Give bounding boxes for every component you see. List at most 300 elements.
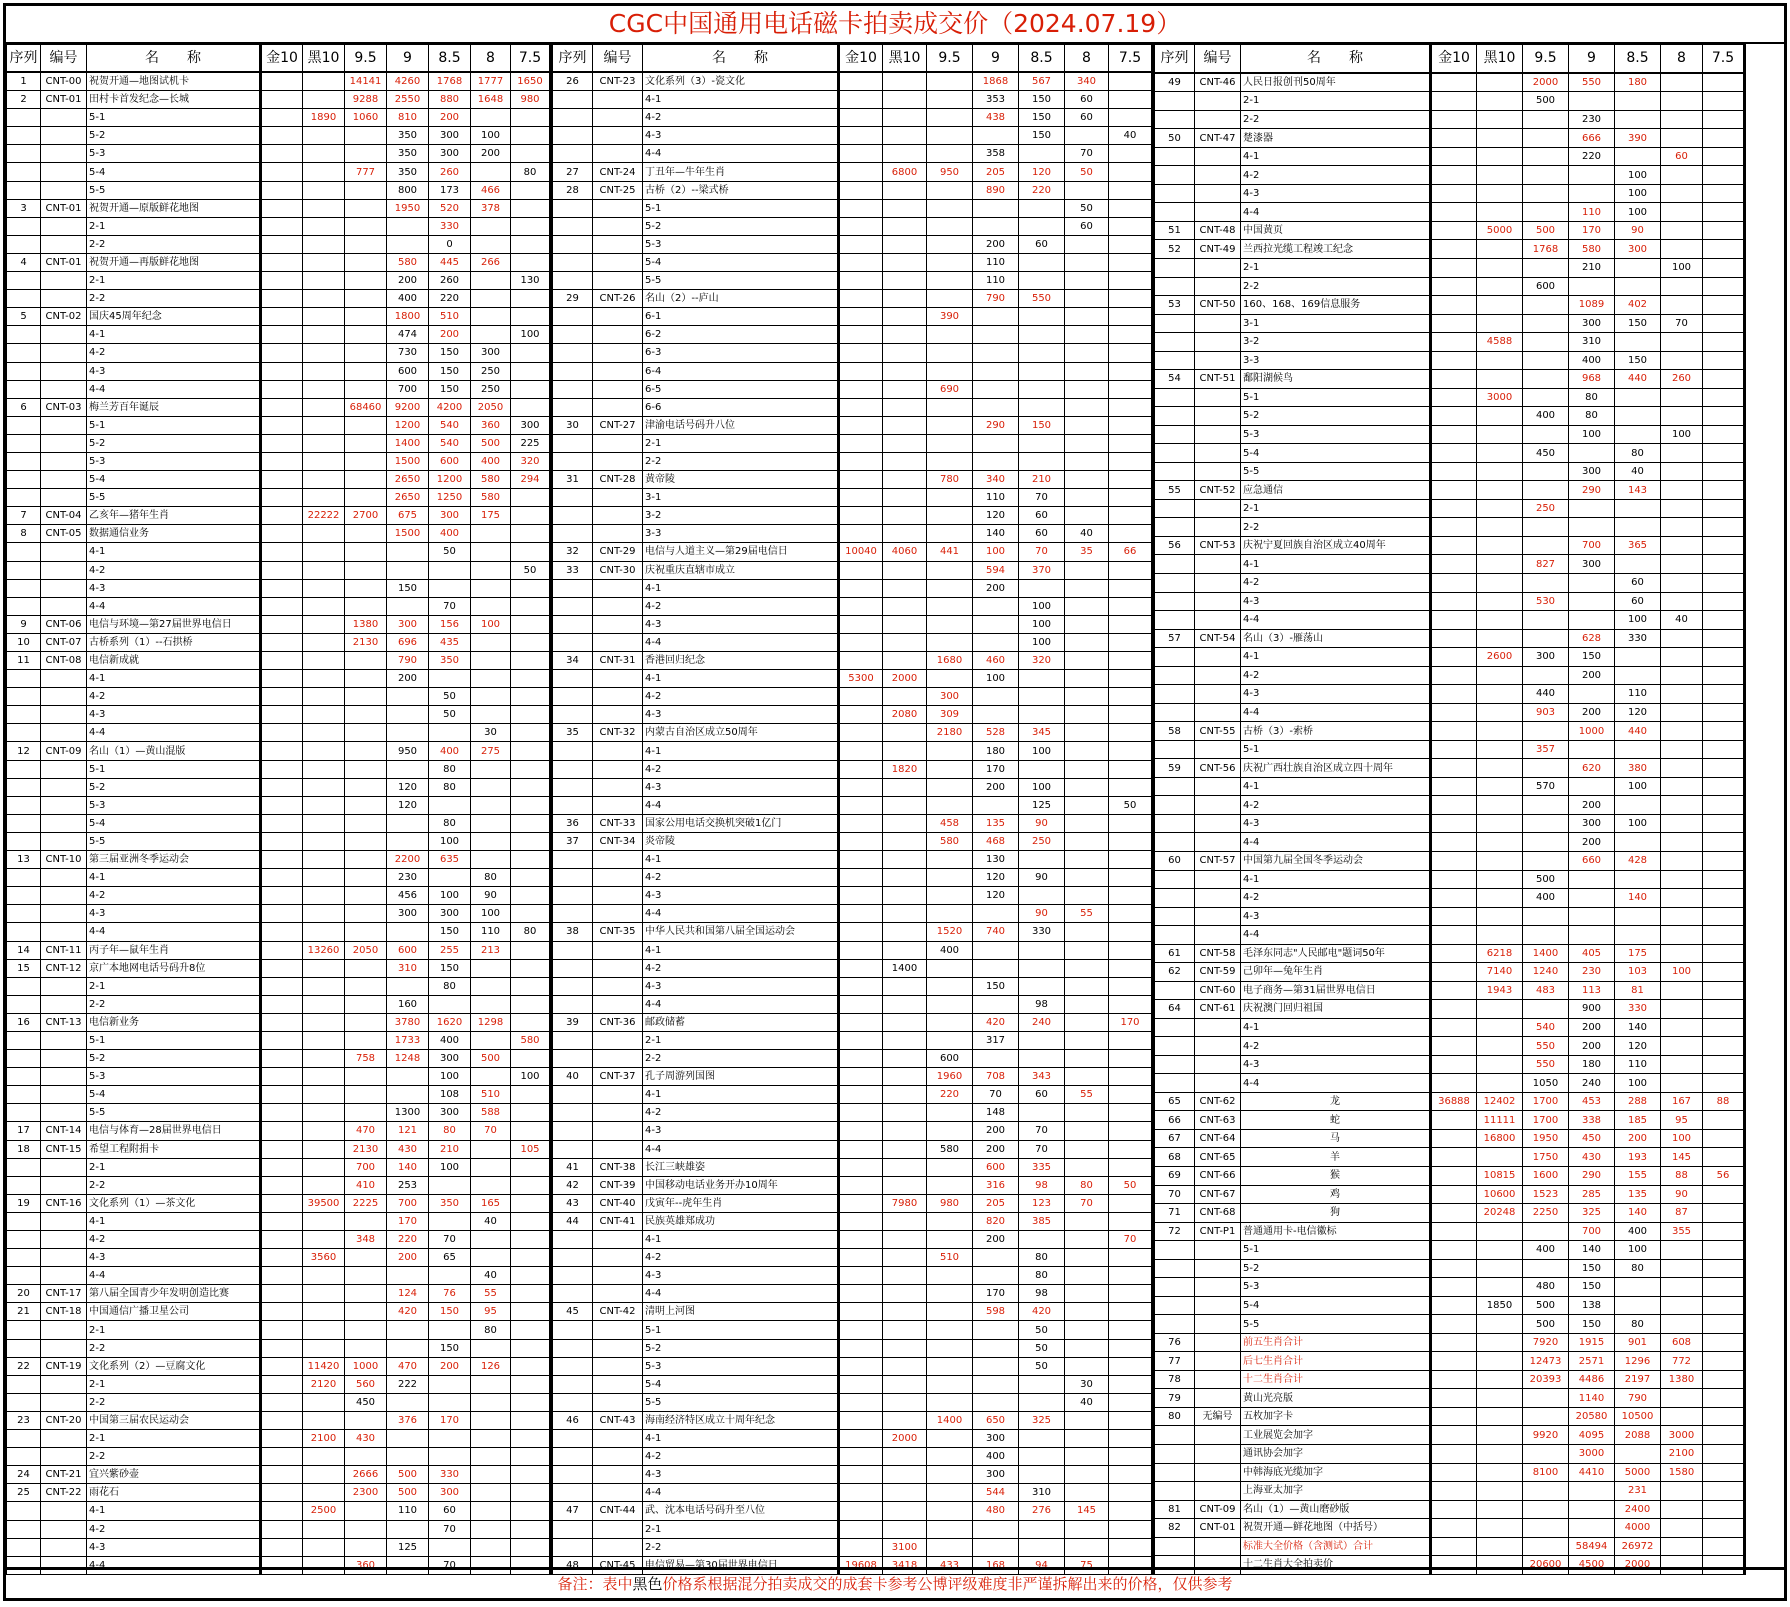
black10-price (303, 1321, 345, 1339)
grade-7-5-price (1703, 1278, 1745, 1297)
grade-8-price (471, 1031, 511, 1049)
grade-9-5-price: 780 (927, 471, 973, 489)
grade-9-price: 376 (387, 1411, 429, 1429)
code-cell: CNT-02 (41, 308, 87, 326)
seq-cell (553, 1285, 593, 1303)
grade-8-5-price: 150 (1615, 314, 1661, 333)
seq-cell: 68 (1155, 1148, 1195, 1167)
grade-7-5-price (511, 1086, 551, 1104)
card-name-cell: 4-2 (87, 887, 261, 905)
seq-cell (553, 941, 593, 959)
table-row (553, 308, 1153, 326)
seq-cell: 14 (7, 941, 41, 959)
seq-cell (1155, 499, 1195, 518)
card-name-cell: 鄱阳湖候鸟 (1241, 370, 1431, 389)
card-name-cell: 4-4 (1241, 926, 1431, 945)
grade-9-price: 200 (1569, 833, 1615, 852)
gold10-price (839, 1267, 883, 1285)
seq-cell: 71 (1155, 1204, 1195, 1223)
code-cell: 无编号 (1195, 1407, 1241, 1426)
grade-9-5-price: 1380 (345, 615, 387, 633)
grade-7-5-price (1703, 1389, 1745, 1408)
card-name-cell: 5-2 (87, 127, 261, 145)
grade-9-5-price (345, 1013, 387, 1031)
grade-7-5-price (511, 670, 551, 688)
table-row (553, 145, 1153, 163)
grade-9-5-price (345, 181, 387, 199)
black10-price (883, 1303, 927, 1321)
grade-7-5-price (1109, 670, 1153, 688)
black10-price: 4588 (1477, 333, 1523, 352)
seq-cell (1155, 1074, 1195, 1093)
grade-8-price: 588 (471, 1104, 511, 1122)
black10-price (883, 217, 927, 235)
grade-8-price (1065, 1104, 1109, 1122)
grade-7-5-price (1109, 760, 1153, 778)
black10-price (883, 525, 927, 543)
gold10-price (1431, 759, 1477, 778)
seq-cell (553, 1520, 593, 1538)
grade-9-price: 1950 (387, 199, 429, 217)
gold10-price (1431, 685, 1477, 704)
grade-8-5-price: 200 (1615, 1129, 1661, 1148)
gold10-price (1431, 499, 1477, 518)
code-cell (41, 977, 87, 995)
grade-8-5-price: 210 (429, 1140, 471, 1158)
grade-7-5-price: 66 (1109, 543, 1153, 561)
card-name-cell: 中国移动电话业务开办10周年 (643, 1176, 839, 1194)
grade-8-5-price (1019, 308, 1065, 326)
grade-8-price (1661, 592, 1703, 611)
code-cell (593, 869, 643, 887)
code-cell (1195, 462, 1241, 481)
seq-cell (7, 1050, 41, 1068)
grade-7-5-price (1703, 1074, 1745, 1093)
table-row (7, 1502, 551, 1520)
gold10-price (261, 760, 303, 778)
card-name-cell: 古桥（3）-索桥 (1241, 722, 1431, 741)
grade-8-price (1065, 995, 1109, 1013)
grade-8-5-price: 220 (429, 290, 471, 308)
gold10-price (261, 72, 303, 91)
gold10-price (261, 1231, 303, 1249)
grade-8-price (1065, 452, 1109, 470)
code-cell (593, 489, 643, 507)
seq-cell: 42 (553, 1176, 593, 1194)
black10-price (1477, 166, 1523, 185)
grade-7-5-price (511, 1013, 551, 1031)
grade-9-price: 353 (973, 91, 1019, 109)
header-black10: 黑10 (303, 45, 345, 73)
grade-7-5-price (1109, 1050, 1153, 1068)
grade-9-price: 113 (1569, 981, 1615, 1000)
gold10-price (839, 253, 883, 271)
table-row (7, 1249, 551, 1267)
grade-9-price: 253 (387, 1176, 429, 1194)
grade-7-5-price (1109, 579, 1153, 597)
grade-9-5-price: 483 (1523, 981, 1569, 1000)
black10-price: 3100 (883, 1538, 927, 1556)
grade-8-price: 360 (471, 416, 511, 434)
seq-cell (1155, 110, 1195, 129)
seq-cell (1155, 333, 1195, 352)
table-row (1155, 1092, 1745, 1111)
grade-9-price (973, 597, 1019, 615)
grade-9-5-price: 440 (1523, 685, 1569, 704)
black10-price: 1943 (1477, 981, 1523, 1000)
grade-8-5-price: 1200 (429, 471, 471, 489)
grade-8-5-price: 193 (1615, 1148, 1661, 1167)
code-cell (593, 1466, 643, 1484)
grade-9-price (973, 452, 1019, 470)
grade-9-5-price: 690 (927, 380, 973, 398)
code-cell (41, 579, 87, 597)
table-row (553, 1249, 1153, 1267)
grade-9-price (1569, 926, 1615, 945)
black10-price (303, 1013, 345, 1031)
table-row (7, 1231, 551, 1249)
grade-9-price: 430 (387, 1140, 429, 1158)
seq-cell (1155, 184, 1195, 203)
seq-cell (7, 597, 41, 615)
black10-price (1477, 1482, 1523, 1501)
seq-cell: 10 (7, 633, 41, 651)
grade-9-5-price (927, 1158, 973, 1176)
black10-price (1477, 814, 1523, 833)
table-row (553, 814, 1153, 832)
table-row (7, 1285, 551, 1303)
grade-8-price (1661, 1519, 1703, 1538)
card-name-cell: 4-2 (1241, 666, 1431, 685)
black10-price (303, 706, 345, 724)
code-cell: CNT-28 (593, 471, 643, 489)
grade-8-price: 3000 (1661, 1426, 1703, 1445)
code-cell: CNT-01 (1195, 1519, 1241, 1538)
black10-price (883, 1068, 927, 1086)
grade-9-price (973, 199, 1019, 217)
table-row (553, 91, 1153, 109)
grade-9-price: 120 (973, 887, 1019, 905)
gold10-price (839, 1013, 883, 1031)
grade-8-5-price: 80 (1615, 1315, 1661, 1334)
black10-price (303, 1267, 345, 1285)
grade-7-5-price (1703, 981, 1745, 1000)
seq-cell (553, 1484, 593, 1502)
grade-8-price (1661, 1278, 1703, 1297)
grade-8-5-price (1019, 253, 1065, 271)
black10-price (883, 344, 927, 362)
grade-7-5-price (511, 1448, 551, 1466)
grade-7-5-price (1703, 73, 1745, 92)
gold10-price (261, 1068, 303, 1086)
grade-8-price (471, 272, 511, 290)
seq-cell: 58 (1155, 722, 1195, 741)
grade-9-price: 1248 (387, 1050, 429, 1068)
seq-cell (1155, 203, 1195, 222)
code-cell (1195, 388, 1241, 407)
grade-7-5-price: 50 (1109, 796, 1153, 814)
grade-8-5-price: 80 (429, 1122, 471, 1140)
grade-8-5-price: 100 (429, 832, 471, 850)
grade-8-5-price (1615, 147, 1661, 166)
code-cell: CNT-17 (41, 1285, 87, 1303)
grade-9-price: 180 (973, 742, 1019, 760)
card-name-cell: 4-2 (643, 1448, 839, 1466)
gold10-price (261, 525, 303, 543)
code-cell: CNT-30 (593, 561, 643, 579)
grade-8-price (1661, 1315, 1703, 1334)
grade-8-5-price (1019, 1393, 1065, 1411)
grade-8-price: 95 (1661, 1111, 1703, 1130)
table-row (553, 869, 1153, 887)
table-row (7, 706, 551, 724)
gold10-price (261, 1086, 303, 1104)
grade-8-5-price: 400 (1615, 1222, 1661, 1241)
grade-7-5-price (511, 1176, 551, 1194)
table-row (553, 579, 1153, 597)
seq-cell (7, 977, 41, 995)
black10-price: 4060 (883, 543, 927, 561)
grade-9-5-price (927, 326, 973, 344)
grade-8-price (1661, 518, 1703, 537)
black10-price (883, 923, 927, 941)
black10-price: 20248 (1477, 1204, 1523, 1223)
seq-cell: 76 (1155, 1333, 1195, 1352)
grade-8-price (1661, 833, 1703, 852)
seq-cell (553, 127, 593, 145)
grade-9-price (973, 434, 1019, 452)
grade-8-price: 100 (1661, 258, 1703, 277)
grade-9-price: 150 (1569, 1259, 1615, 1278)
grade-8-5-price (1615, 833, 1661, 852)
code-cell (1195, 1482, 1241, 1501)
grade-7-5-price (1703, 166, 1745, 185)
black10-price (303, 543, 345, 561)
gold10-price (261, 1050, 303, 1068)
gold10-price (839, 832, 883, 850)
card-name-cell: 香港回归纪念 (643, 652, 839, 670)
gold10-price (261, 1031, 303, 1049)
card-name-cell: 祝贺开通—鲜花地图（中括号） (1241, 1519, 1431, 1538)
seq-cell (7, 434, 41, 452)
grade-8-5-price: 150 (429, 344, 471, 362)
grade-8-price: 260 (1661, 370, 1703, 389)
code-cell (41, 869, 87, 887)
seq-cell: 44 (553, 1212, 593, 1230)
gold10-price (261, 1411, 303, 1429)
seq-cell: 36 (553, 814, 593, 832)
black10-price (303, 308, 345, 326)
black10-price (303, 1104, 345, 1122)
grade-9-price: 420 (387, 1303, 429, 1321)
card-name-cell: 4-4 (643, 145, 839, 163)
grade-7-5-price (1703, 1370, 1745, 1389)
table-row (1155, 1241, 1745, 1260)
grade-9-price: 696 (387, 633, 429, 651)
grade-8-price: 378 (471, 199, 511, 217)
grade-7-5-price (511, 633, 551, 651)
grade-9-price: 200 (1569, 1018, 1615, 1037)
grade-7-5-price (1109, 1068, 1153, 1086)
grade-8-price: 2100 (1661, 1444, 1703, 1463)
grade-8-price (1065, 579, 1109, 597)
grade-8-price: 500 (471, 1050, 511, 1068)
grade-9-price: 350 (387, 163, 429, 181)
card-name-cell: 2-2 (1241, 277, 1431, 296)
grade-7-5-price: 80 (511, 163, 551, 181)
card-name-cell: 5-1 (1241, 1241, 1431, 1260)
gold10-price (839, 1448, 883, 1466)
grade-7-5-price (1703, 1352, 1745, 1371)
grade-9-price: 1000 (1569, 722, 1615, 741)
grade-9-5-price: 250 (1523, 499, 1569, 518)
grade-9-5-price (927, 1430, 973, 1448)
grade-8-price (1065, 489, 1109, 507)
grade-9-price (1569, 277, 1615, 296)
grade-8-price: 266 (471, 253, 511, 271)
grade-8-5-price: 50 (429, 543, 471, 561)
header-seq: 序列 (553, 45, 593, 73)
grade-9-price: 1800 (387, 308, 429, 326)
grade-8-5-price: 80 (429, 778, 471, 796)
table-row (553, 217, 1153, 235)
table-row (7, 1267, 551, 1285)
grade-9-price: 325 (1569, 1204, 1615, 1223)
grade-9-price: 200 (1569, 703, 1615, 722)
gold10-price (261, 452, 303, 470)
card-name-cell: 古桥（2）--梁式桥 (643, 181, 839, 199)
table-row (1155, 1074, 1745, 1093)
code-cell: CNT-27 (593, 416, 643, 434)
table-row (1155, 648, 1745, 667)
gold10-price (1431, 407, 1477, 426)
table-row (7, 1050, 551, 1068)
code-cell (593, 1538, 643, 1556)
code-cell (593, 1086, 643, 1104)
grade-7-5-price (1703, 1111, 1745, 1130)
card-name-cell: 标准大全价格（含测试）合计 (1241, 1537, 1431, 1556)
card-name-cell: 2-2 (87, 290, 261, 308)
gold10-price (839, 760, 883, 778)
table-row (553, 887, 1153, 905)
grade-7-5-price (511, 290, 551, 308)
grade-9-5-price: 1700 (1523, 1111, 1569, 1130)
table-row (7, 525, 551, 543)
table-row (1155, 1426, 1745, 1445)
grade-8-5-price: 110 (1615, 1055, 1661, 1074)
table-row (1155, 258, 1745, 277)
table-row (553, 615, 1153, 633)
black10-price: 3560 (303, 1249, 345, 1267)
table-row (553, 941, 1153, 959)
grade-8-price (1065, 796, 1109, 814)
grade-9-price: 140 (973, 525, 1019, 543)
black10-price: 1400 (883, 959, 927, 977)
grade-9-5-price (345, 543, 387, 561)
table-row (7, 1393, 551, 1411)
table-row (7, 724, 551, 742)
grade-7-5-price (1703, 963, 1745, 982)
grade-7-5-price (1703, 1185, 1745, 1204)
table-row (7, 272, 551, 290)
card-name-cell: 国庆45周年纪念 (87, 308, 261, 326)
grade-9-5-price: 510 (927, 1249, 973, 1267)
card-name-cell: 电信与体育—28届世界电信日 (87, 1122, 261, 1140)
table-row (7, 941, 551, 959)
grade-8-price (471, 1176, 511, 1194)
card-name-cell: 羊 (1241, 1148, 1431, 1167)
black10-price (1477, 1241, 1523, 1260)
card-name-cell: 4-1 (643, 91, 839, 109)
card-name-cell: 名山（2）--庐山 (643, 290, 839, 308)
black10-price (303, 1411, 345, 1429)
table-row (1155, 536, 1745, 555)
grade-9-price (973, 633, 1019, 651)
grade-9-5-price: 560 (345, 1375, 387, 1393)
black10-price (883, 796, 927, 814)
seq-cell: 8 (7, 525, 41, 543)
table-row (553, 851, 1153, 869)
gold10-price (261, 832, 303, 850)
card-name-cell: 4-3 (643, 1267, 839, 1285)
grade-7-5-price (511, 977, 551, 995)
grade-9-price: 290 (973, 416, 1019, 434)
grade-9-5-price: 450 (1523, 444, 1569, 463)
grade-9-5-price (345, 1538, 387, 1556)
seq-cell (1155, 1463, 1195, 1482)
grade-9-price (1569, 685, 1615, 704)
card-name-cell: 6-1 (643, 308, 839, 326)
grade-9-5-price: 1523 (1523, 1185, 1569, 1204)
table-row (1155, 444, 1745, 463)
grade-8-price: 70 (1065, 145, 1109, 163)
black10-price (1477, 296, 1523, 315)
grade-7-5-price (511, 507, 551, 525)
grade-9-5-price: 2300 (345, 1484, 387, 1502)
grade-8-5-price: 70 (429, 1556, 471, 1574)
grade-8-5-price: 2400 (1615, 1500, 1661, 1519)
code-cell (41, 452, 87, 470)
table-row (553, 1411, 1153, 1429)
grade-8-5-price (1615, 648, 1661, 667)
table-row (1155, 388, 1745, 407)
card-name-cell: 5-2 (1241, 407, 1431, 426)
grade-9-price: 600 (387, 362, 429, 380)
grade-8-price: 80 (1065, 1176, 1109, 1194)
code-cell: CNT-65 (1195, 1148, 1241, 1167)
grade-7-5-price (1703, 870, 1745, 889)
gold10-price (1431, 1296, 1477, 1315)
grade-8-price (1065, 633, 1109, 651)
grade-7-5-price (511, 362, 551, 380)
table-row (7, 561, 551, 579)
grade-8-5-price: 98 (1019, 1176, 1065, 1194)
card-name-cell: 雨花石 (87, 1484, 261, 1502)
table-row (553, 1520, 1153, 1538)
grade-7-5-price (1109, 1267, 1153, 1285)
grade-9-5-price (1523, 481, 1569, 500)
black10-price (303, 688, 345, 706)
gold10-price (1431, 1426, 1477, 1445)
seq-cell: 16 (7, 1013, 41, 1031)
grade-9-5-price (345, 905, 387, 923)
grade-7-5-price (1109, 1430, 1153, 1448)
table-row (7, 290, 551, 308)
card-name-cell: 4-3 (1241, 1055, 1431, 1074)
grade-7-5-price (511, 543, 551, 561)
grade-8-price (471, 561, 511, 579)
code-cell (593, 398, 643, 416)
